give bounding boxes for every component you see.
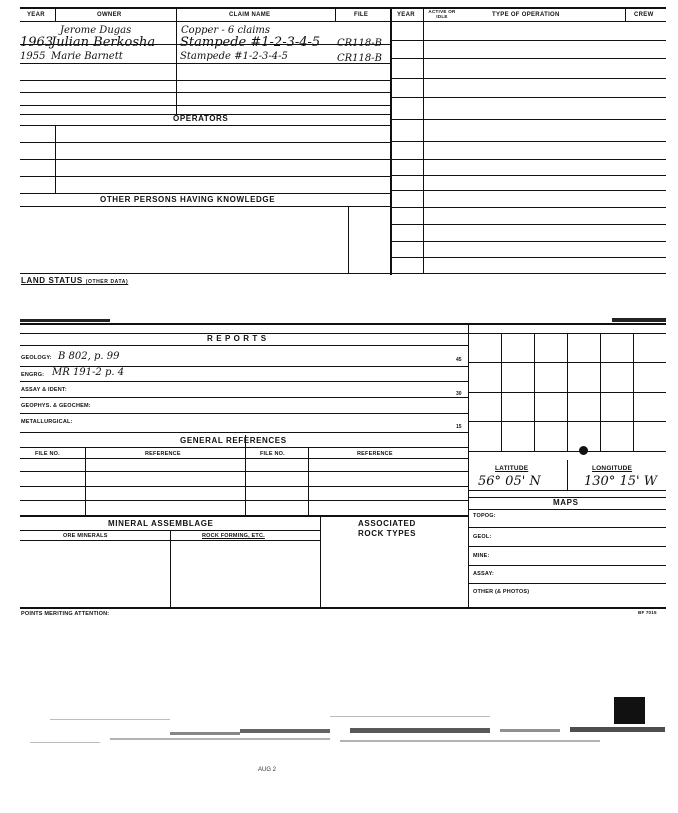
maps-topog: TOPOG: — [473, 513, 496, 519]
file-no-1: FILE NO. — [35, 451, 60, 457]
associated-rock-types-line2: ROCK TYPES — [358, 529, 417, 538]
maps-mine: MINE: — [473, 553, 490, 559]
geophys-label: GEOPHYS. & GEOCHEM: — [21, 403, 91, 409]
metallurgical-label: METALLURGICAL: — [21, 419, 73, 425]
geology-label: GEOLOGY: — [21, 355, 52, 361]
location-dot — [579, 446, 588, 455]
other-persons-title: OTHER PERSONS HAVING KNOWLEDGE — [100, 195, 276, 204]
top-smear-right — [612, 318, 666, 322]
ore-minerals-label: ORE MINERALS — [63, 533, 108, 539]
points-meriting-label: POINTS MERITING ATTENTION: — [21, 611, 110, 617]
file-no-2: FILE NO. — [260, 451, 285, 457]
owner-3-name: Marie Barnett — [51, 51, 123, 62]
reports-title: R E P O R T S — [207, 334, 267, 343]
header-year-right: YEAR — [397, 12, 415, 18]
operators-title: OPERATORS — [173, 114, 229, 123]
black-scan-mark — [614, 697, 645, 724]
header-owner: OWNER — [97, 12, 122, 18]
engrg-label: ENGRG: — [21, 372, 45, 378]
mineral-assemblage-title: MINERAL ASSEMBLAGE — [108, 519, 214, 528]
longitude-label: LONGITUDE — [592, 465, 633, 472]
owner-3-year: 1955 — [20, 51, 46, 62]
header-crew: CREW — [634, 12, 654, 18]
tick-30: 30 — [456, 391, 462, 397]
latitude-value: 56° 05' N — [478, 474, 541, 489]
assay-label: ASSAY & IDENT: — [21, 387, 67, 393]
associated-rock-types-line1: ASSOCIATED — [358, 519, 416, 528]
rock-forming-label: ROCK FORMING, ETC. — [202, 533, 265, 539]
owner-3-claim: Stampede #1-2-3-4-5 — [180, 51, 288, 62]
header-active-idle: ACTIVE OR IDLE — [428, 9, 456, 19]
maps-other: OTHER (& PHOTOS) — [473, 589, 530, 595]
owner-2-claim: Stampede #1-2-3-4-5 — [180, 35, 321, 50]
geology-value: B 802, p. 99 — [58, 351, 120, 362]
form-number: BF 7015 — [638, 610, 657, 615]
longitude-value: 130° 15' W — [584, 474, 658, 489]
owner-2-name: Julian Berkosha — [51, 35, 156, 50]
header-claim-name: CLAIM NAME — [229, 12, 271, 18]
tick-45: 45 — [456, 357, 462, 363]
scan-stamp: AUG 2 — [258, 767, 277, 773]
maps-title: MAPS — [553, 498, 579, 507]
reference-1: REFERENCE — [145, 451, 181, 457]
engrg-value: MR 191-2 p. 4 — [52, 367, 125, 378]
general-references-title: GENERAL REFERENCES — [180, 436, 287, 445]
owner-2-file: CR118-B — [337, 38, 382, 49]
header-year: YEAR — [27, 12, 45, 18]
header-type-of-operation: TYPE OF OPERATION — [492, 12, 560, 18]
reference-2: REFERENCE — [357, 451, 393, 457]
owner-2-year: 1963 — [20, 35, 54, 50]
top-smear-left — [20, 319, 110, 322]
land-status-title — [21, 276, 128, 285]
header-file: FILE — [354, 12, 369, 18]
maps-assay: ASSAY: — [473, 571, 495, 577]
land-status-main: LAND STATUS — [21, 276, 83, 285]
owner-1-name: Jerome Dugas — [60, 25, 132, 36]
latitude-label: LATITUDE — [495, 465, 529, 472]
owner-1-claim: Copper - 6 claims — [181, 25, 271, 36]
tick-15: 15 — [456, 424, 462, 430]
owner-3-file: CR118-B — [337, 53, 382, 64]
land-status-sub: (OTHER DATA) — [85, 279, 129, 285]
maps-geol: GEOL: — [473, 534, 492, 540]
